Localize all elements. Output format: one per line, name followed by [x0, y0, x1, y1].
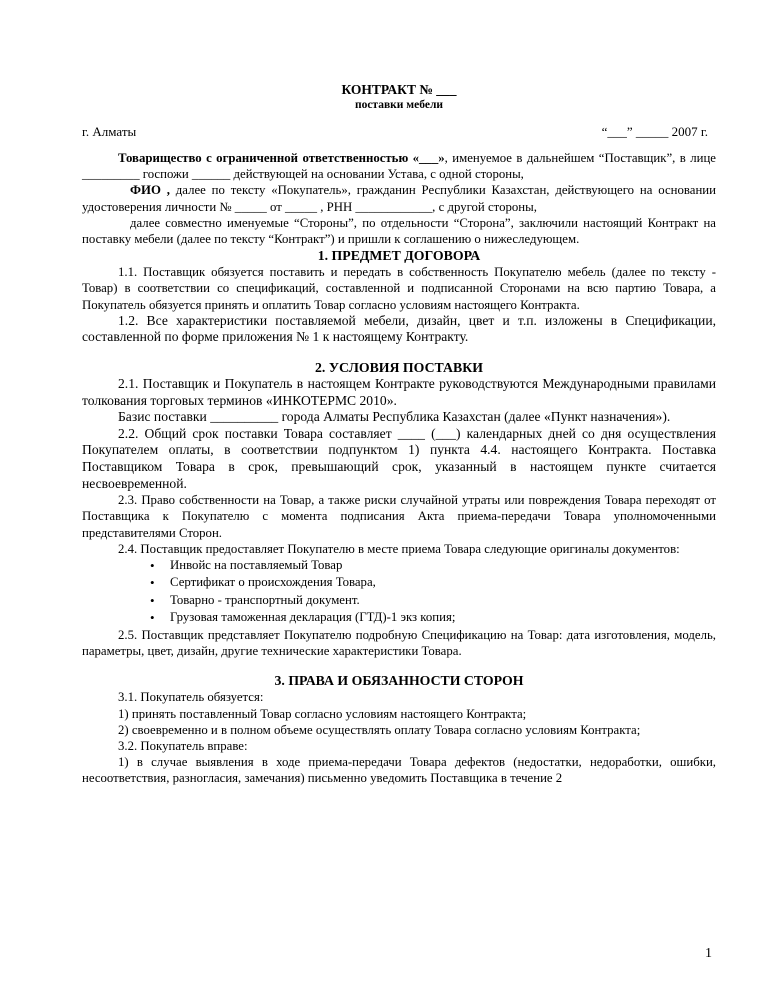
party-supplier-paragraph	[82, 150, 716, 182]
contract-title: КОНТРАКТ № ___	[341, 82, 457, 97]
clause-2-1: 2.1. Поставщик и Покупатель в настоящем Контракте руководствуются Международными правилами толкования торговых терминов «ИНКОТЕРМС 2010».	[82, 376, 716, 408]
list-item: • Сертификат о происхождения Товара,	[150, 574, 716, 592]
list-item: • Инвойс на поставляемый Товар	[150, 557, 716, 575]
clause-3-1-1: 1) принять поставленный Товар согласно условиям настоящего Контракта;	[118, 706, 527, 721]
list-item: • Товарно - транспортный документ.	[150, 592, 716, 610]
list-item: • Грузовая таможенная декларация (ГТД)-1 экз копия;	[150, 609, 716, 627]
buyer-details: далее по тексту «Покупатель», гражданин Республики Казахстан, действующего на основании удостоверения личности № _____ от _____ , РНН ____________, с другой стороны,	[82, 183, 716, 214]
clause-2-5: 2.5. Поставщик представляет Покупателю подробную Спецификацию на Товар: дата изготовления, модель, параметры, цвет, дизайн, другие технические характеристики Товара.	[82, 627, 716, 659]
supplier-details: , именуемое в дальнейшем “Поставщик”, в лице _________ госпожи ______ действующей на основании Устава, с одной стороны,	[82, 151, 716, 182]
parties-agreement-paragraph: далее совместно именуемые “Стороны”, по отдельности “Сторона”, заключили настоящий Контракт на поставку мебели (далее по тексту “Контракт”) и пришли к соглашению о нижеследующем.	[82, 215, 716, 247]
clause-3-1-2: 2) своевременно и в полном объеме осуществлять оплату Товара согласно условиям Контракта;	[118, 722, 641, 737]
section-1-heading: 1. ПРЕДМЕТ ДОГОВОРА	[317, 248, 481, 264]
clause-basis: Базис поставки __________ города Алматы Республика Казахстан (далее «Пункт назначения»).	[118, 409, 671, 425]
city-text: г. Алматы	[82, 124, 137, 139]
document-page	[82, 82, 716, 787]
page-number: 1	[705, 946, 712, 961]
documents-list	[82, 557, 716, 627]
clause-2-2: 2.2. Общий срок поставки Товара составляет ____ (___) календарных дней со дня осуществления Покупателем оплаты, в соответствии подпунктом 1) пункта 4.4. настоящего Контракта. Поставка Поставщиком Товара в срок, превышающий срок, указанный в настоящем пункте считается несвоевременной.	[82, 425, 716, 491]
clause-3-2: 3.2. Покупатель вправе:	[118, 739, 248, 753]
clause-3-2-1: 1) в случае выявления в ходе приема-передачи Товара дефектов (недостатки, недоработки, ошибки, несоответствия, разногласия, замечания) письменно уведомить Поставщика в течение 2	[82, 755, 716, 786]
date-text: “___” _____ 2007 г.	[601, 124, 708, 139]
clause-1-2: 1.2. Все характеристики поставляемой мебели, дизайн, цвет и т.п. изложены в Спецификации, составленной по форме приложения № 1 к настоящему Контракту.	[82, 312, 716, 345]
section-3-heading: 3. ПРАВА И ОБЯЗАННОСТИ СТОРОН	[274, 673, 524, 689]
supplier-name: Товарищество с ограниченной ответственностью «___»	[118, 151, 445, 165]
contract-subtitle: поставки мебели	[354, 99, 444, 111]
clause-2-4: 2.4. Поставщик предоставляет Покупателю в месте приема Товара следующие оригиналы документов:	[118, 541, 680, 556]
city-date-row	[82, 124, 716, 140]
section-2-heading: 2. УСЛОВИЯ ПОСТАВКИ	[315, 360, 483, 376]
buyer-name: ФИО ,	[130, 183, 170, 198]
clause-2-3: 2.3. Право собственности на Товар, а также риски случайной утраты или повреждения Товара переходят от Поставщика к Покупателю с момента подписания Акта приема-передачи Товара уполномоченными представителями Сторон.	[82, 493, 716, 540]
clause-3-1: 3.1. Покупатель обязуется:	[118, 690, 264, 705]
party-buyer-paragraph	[82, 182, 716, 214]
clause-1-1: 1.1. Поставщик обязуется поставить и передать в собственность Покупателю мебель (далее по тексту - Товар) в соответствии со спецификаций, составленной и подписанной Сторонами на всю партию Товара, а Покупатель обязуется принять и оплатить Товар согласно условиям настоящего Контракта.	[82, 265, 716, 312]
